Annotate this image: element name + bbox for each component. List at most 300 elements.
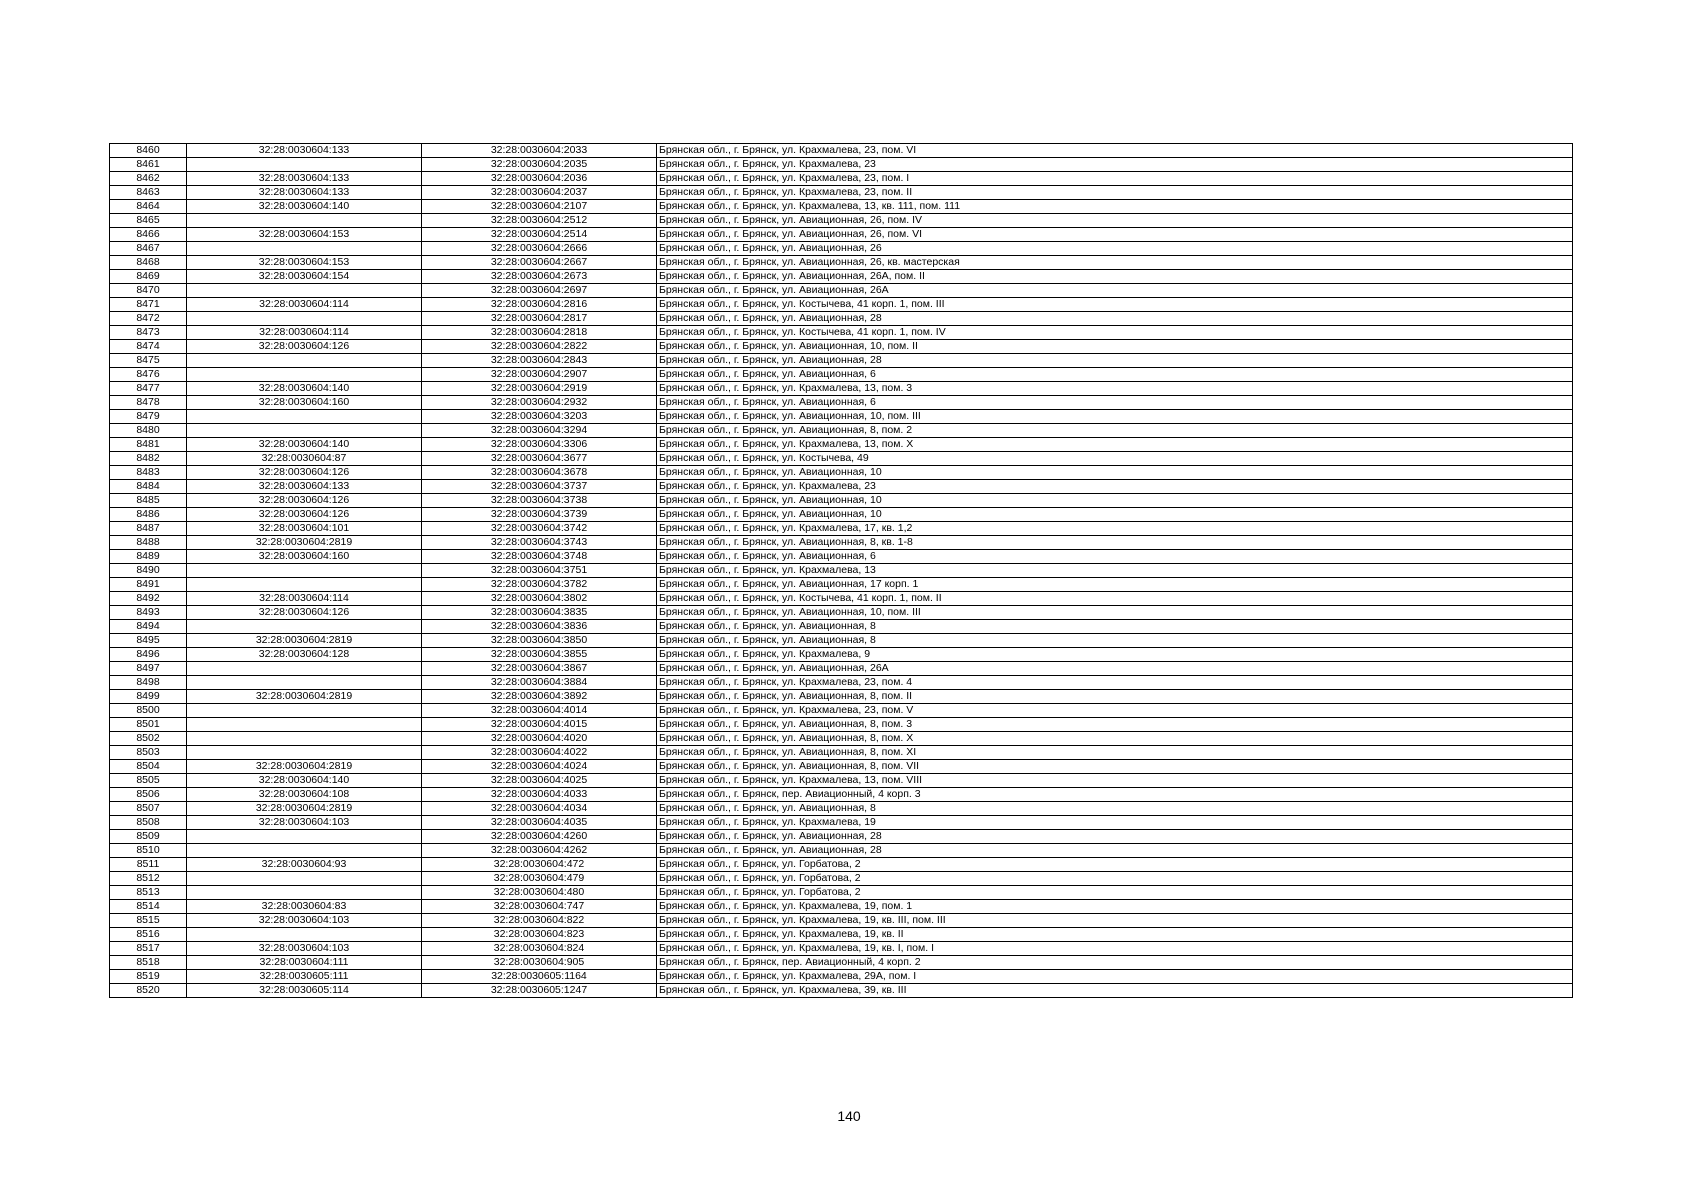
parcel-number-cell — [187, 704, 422, 718]
object-number-cell: 32:28:0030604:3802 — [422, 592, 657, 606]
object-number-cell: 32:28:0030604:4035 — [422, 816, 657, 830]
table-row — [110, 158, 1573, 172]
table-row — [110, 592, 1573, 606]
table-row — [110, 802, 1573, 816]
table-row — [110, 522, 1573, 536]
parcel-number-cell — [187, 620, 422, 634]
parcel-number-cell — [187, 676, 422, 690]
address-cell: Брянская обл., г. Брянск, ул. Авиационная, 26, кв. мастерская — [657, 256, 1573, 270]
object-number-cell: 32:28:0030604:4020 — [422, 732, 657, 746]
parcel-number-cell — [187, 158, 422, 172]
address-cell: Брянская обл., г. Брянск, ул. Крахмалева, 29А, пом. I — [657, 970, 1573, 984]
address-cell: Брянская обл., г. Брянск, ул. Авиационная, 10 — [657, 466, 1573, 480]
row-number-cell: 8487 — [110, 522, 187, 536]
table-row — [110, 746, 1573, 760]
row-number-cell: 8465 — [110, 214, 187, 228]
address-cell: Брянская обл., г. Брянск, ул. Крахмалева, 39, кв. III — [657, 984, 1573, 998]
table-row — [110, 578, 1573, 592]
address-cell: Брянская обл., г. Брянск, ул. Крахмалева, 13, кв. 111, пом. 111 — [657, 200, 1573, 214]
address-cell: Брянская обл., г. Брянск, ул. Крахмалева, 23, пом. I — [657, 172, 1573, 186]
object-number-cell: 32:28:0030604:3748 — [422, 550, 657, 564]
table-row — [110, 928, 1573, 942]
object-number-cell: 32:28:0030604:2697 — [422, 284, 657, 298]
row-number-cell: 8509 — [110, 830, 187, 844]
table-row — [110, 382, 1573, 396]
table-row — [110, 172, 1573, 186]
table-row — [110, 872, 1573, 886]
table-row — [110, 480, 1573, 494]
object-number-cell: 32:28:0030604:2843 — [422, 354, 657, 368]
table-row — [110, 662, 1573, 676]
page-number: 140 — [837, 1108, 861, 1124]
table-row — [110, 760, 1573, 774]
parcel-number-cell: 32:28:0030604:128 — [187, 648, 422, 662]
table-row — [110, 830, 1573, 844]
address-cell: Брянская обл., г. Брянск, ул. Крахмалева, 19, пом. 1 — [657, 900, 1573, 914]
address-cell: Брянская обл., г. Брянск, ул. Крахмалева, 13, пом. VIII — [657, 774, 1573, 788]
object-number-cell: 32:28:0030604:4024 — [422, 760, 657, 774]
parcel-number-cell: 32:28:0030604:140 — [187, 774, 422, 788]
object-number-cell: 32:28:0030604:3306 — [422, 438, 657, 452]
parcel-number-cell: 32:28:0030605:111 — [187, 970, 422, 984]
parcel-number-cell: 32:28:0030604:87 — [187, 452, 422, 466]
table-row — [110, 676, 1573, 690]
address-cell: Брянская обл., г. Брянск, ул. Авиационная, 6 — [657, 368, 1573, 382]
address-cell: Брянская обл., г. Брянск, ул. Авиационная, 28 — [657, 830, 1573, 844]
parcel-number-cell: 32:28:0030604:2819 — [187, 802, 422, 816]
row-number-cell: 8476 — [110, 368, 187, 382]
parcel-number-cell — [187, 424, 422, 438]
row-number-cell: 8482 — [110, 452, 187, 466]
row-number-cell: 8464 — [110, 200, 187, 214]
object-number-cell: 32:28:0030604:3738 — [422, 494, 657, 508]
row-number-cell: 8517 — [110, 942, 187, 956]
table-row — [110, 298, 1573, 312]
object-number-cell: 32:28:0030604:747 — [422, 900, 657, 914]
object-number-cell: 32:28:0030604:4025 — [422, 774, 657, 788]
table-row — [110, 634, 1573, 648]
object-number-cell: 32:28:0030604:2033 — [422, 144, 657, 158]
address-cell: Брянская обл., г. Брянск, ул. Костычева, 41 корп. 1, пом. III — [657, 298, 1573, 312]
parcel-number-cell: 32:28:0030604:154 — [187, 270, 422, 284]
row-number-cell: 8485 — [110, 494, 187, 508]
row-number-cell: 8467 — [110, 242, 187, 256]
row-number-cell: 8510 — [110, 844, 187, 858]
row-number-cell: 8488 — [110, 536, 187, 550]
parcel-number-cell: 32:28:0030604:160 — [187, 396, 422, 410]
row-number-cell: 8503 — [110, 746, 187, 760]
table-row — [110, 242, 1573, 256]
address-cell: Брянская обл., г. Брянск, ул. Крахмалева, 19, кв. I, пом. I — [657, 942, 1573, 956]
row-number-cell: 8466 — [110, 228, 187, 242]
object-number-cell: 32:28:0030604:479 — [422, 872, 657, 886]
parcel-number-cell: 32:28:0030604:2819 — [187, 760, 422, 774]
table-row — [110, 466, 1573, 480]
table-row — [110, 186, 1573, 200]
object-number-cell: 32:28:0030604:3751 — [422, 564, 657, 578]
table-row — [110, 844, 1573, 858]
row-number-cell: 8490 — [110, 564, 187, 578]
table-row — [110, 396, 1573, 410]
parcel-number-cell — [187, 354, 422, 368]
address-cell: Брянская обл., г. Брянск, ул. Авиационная, 8, пом. VII — [657, 760, 1573, 774]
table-row — [110, 914, 1573, 928]
parcel-number-cell: 32:28:0030604:103 — [187, 816, 422, 830]
parcel-number-cell — [187, 872, 422, 886]
table-row — [110, 690, 1573, 704]
address-cell: Брянская обл., г. Брянск, ул. Авиационная, 28 — [657, 844, 1573, 858]
row-number-cell: 8514 — [110, 900, 187, 914]
address-cell: Брянская обл., г. Брянск, ул. Авиационная, 26А — [657, 662, 1573, 676]
parcel-number-cell: 32:28:0030604:108 — [187, 788, 422, 802]
parcel-number-cell — [187, 368, 422, 382]
table-row — [110, 452, 1573, 466]
table-row — [110, 620, 1573, 634]
address-cell: Брянская обл., г. Брянск, ул. Авиационная, 26А, пом. II — [657, 270, 1573, 284]
row-number-cell: 8497 — [110, 662, 187, 676]
object-number-cell: 32:28:0030604:4033 — [422, 788, 657, 802]
parcel-number-cell — [187, 928, 422, 942]
object-number-cell: 32:28:0030604:822 — [422, 914, 657, 928]
table-row — [110, 200, 1573, 214]
address-cell: Брянская обл., г. Брянск, ул. Авиационная, 10, пом. III — [657, 606, 1573, 620]
address-cell: Брянская обл., г. Брянск, ул. Костычева, 49 — [657, 452, 1573, 466]
address-cell: Брянская обл., г. Брянск, ул. Крахмалева, 13, пом. X — [657, 438, 1573, 452]
object-number-cell: 32:28:0030604:2666 — [422, 242, 657, 256]
address-cell: Брянская обл., г. Брянск, ул. Авиационная, 8, пом. II — [657, 690, 1573, 704]
address-cell: Брянская обл., г. Брянск, ул. Авиационная, 17 корп. 1 — [657, 578, 1573, 592]
address-cell: Брянская обл., г. Брянск, ул. Крахмалева, 19, кв. III, пом. III — [657, 914, 1573, 928]
table-row — [110, 284, 1573, 298]
parcel-number-cell: 32:28:0030604:140 — [187, 200, 422, 214]
row-number-cell: 8460 — [110, 144, 187, 158]
table-row — [110, 550, 1573, 564]
object-number-cell: 32:28:0030604:3294 — [422, 424, 657, 438]
parcel-number-cell: 32:28:0030604:153 — [187, 228, 422, 242]
row-number-cell: 8494 — [110, 620, 187, 634]
address-cell: Брянская обл., г. Брянск, ул. Крахмалева, 19 — [657, 816, 1573, 830]
parcel-number-cell: 32:28:0030604:126 — [187, 494, 422, 508]
object-number-cell: 32:28:0030604:824 — [422, 942, 657, 956]
address-cell: Брянская обл., г. Брянск, ул. Крахмалева, 19, кв. II — [657, 928, 1573, 942]
row-number-cell: 8463 — [110, 186, 187, 200]
table-row — [110, 942, 1573, 956]
row-number-cell: 8495 — [110, 634, 187, 648]
table-row — [110, 970, 1573, 984]
address-cell: Брянская обл., г. Брянск, ул. Авиационная, 26 — [657, 242, 1573, 256]
address-cell: Брянская обл., г. Брянск, ул. Авиационная, 8, пом. XI — [657, 746, 1573, 760]
address-cell: Брянская обл., г. Брянск, ул. Авиационная, 10, пом. II — [657, 340, 1573, 354]
object-number-cell: 32:28:0030604:3782 — [422, 578, 657, 592]
object-number-cell: 32:28:0030604:3835 — [422, 606, 657, 620]
row-number-cell: 8498 — [110, 676, 187, 690]
row-number-cell: 8479 — [110, 410, 187, 424]
object-number-cell: 32:28:0030604:472 — [422, 858, 657, 872]
parcel-number-cell: 32:28:0030604:93 — [187, 858, 422, 872]
object-number-cell: 32:28:0030604:2512 — [422, 214, 657, 228]
table-row — [110, 508, 1573, 522]
row-number-cell: 8471 — [110, 298, 187, 312]
address-cell: Брянская обл., г. Брянск, ул. Авиационная, 26, пом. VI — [657, 228, 1573, 242]
row-number-cell: 8499 — [110, 690, 187, 704]
address-cell: Брянская обл., г. Брянск, ул. Крахмалева, 23, пом. 4 — [657, 676, 1573, 690]
table-row — [110, 340, 1573, 354]
object-number-cell: 32:28:0030604:4260 — [422, 830, 657, 844]
address-cell: Брянская обл., г. Брянск, ул. Крахмалева, 23, пом. V — [657, 704, 1573, 718]
parcel-number-cell: 32:28:0030604:83 — [187, 900, 422, 914]
parcel-number-cell — [187, 662, 422, 676]
row-number-cell: 8491 — [110, 578, 187, 592]
row-number-cell: 8480 — [110, 424, 187, 438]
object-number-cell: 32:28:0030604:2673 — [422, 270, 657, 284]
address-cell: Брянская обл., г. Брянск, ул. Авиационная, 26, пом. IV — [657, 214, 1573, 228]
object-number-cell: 32:28:0030604:2037 — [422, 186, 657, 200]
parcel-number-cell: 32:28:0030604:133 — [187, 172, 422, 186]
row-number-cell: 8475 — [110, 354, 187, 368]
address-cell: Брянская обл., г. Брянск, ул. Крахмалева, 23 — [657, 158, 1573, 172]
object-number-cell: 32:28:0030604:823 — [422, 928, 657, 942]
row-number-cell: 8481 — [110, 438, 187, 452]
table-row — [110, 228, 1573, 242]
parcel-number-cell — [187, 410, 422, 424]
parcel-number-cell: 32:28:0030604:101 — [187, 522, 422, 536]
row-number-cell: 8500 — [110, 704, 187, 718]
parcel-number-cell: 32:28:0030604:103 — [187, 942, 422, 956]
parcel-number-cell — [187, 564, 422, 578]
object-number-cell: 32:28:0030604:3678 — [422, 466, 657, 480]
address-cell: Брянская обл., г. Брянск, пер. Авиационный, 4 корп. 2 — [657, 956, 1573, 970]
table-row — [110, 256, 1573, 270]
object-number-cell: 32:28:0030604:2514 — [422, 228, 657, 242]
table-row — [110, 788, 1573, 802]
row-number-cell: 8508 — [110, 816, 187, 830]
row-number-cell: 8478 — [110, 396, 187, 410]
object-number-cell: 32:28:0030604:2817 — [422, 312, 657, 326]
row-number-cell: 8520 — [110, 984, 187, 998]
parcel-number-cell: 32:28:0030604:114 — [187, 298, 422, 312]
parcel-number-cell: 32:28:0030604:133 — [187, 480, 422, 494]
address-cell: Брянская обл., г. Брянск, ул. Горбатова, 2 — [657, 858, 1573, 872]
parcel-number-cell — [187, 312, 422, 326]
row-number-cell: 8513 — [110, 886, 187, 900]
table-row — [110, 326, 1573, 340]
object-number-cell: 32:28:0030604:2107 — [422, 200, 657, 214]
table-row — [110, 312, 1573, 326]
object-number-cell: 32:28:0030604:2907 — [422, 368, 657, 382]
address-cell: Брянская обл., г. Брянск, ул. Горбатова, 2 — [657, 886, 1573, 900]
table-row — [110, 424, 1573, 438]
object-number-cell: 32:28:0030604:4014 — [422, 704, 657, 718]
parcel-number-cell — [187, 242, 422, 256]
row-number-cell: 8489 — [110, 550, 187, 564]
row-number-cell: 8469 — [110, 270, 187, 284]
table-row — [110, 438, 1573, 452]
address-cell: Брянская обл., г. Брянск, ул. Костычева, 41 корп. 1, пом. IV — [657, 326, 1573, 340]
row-number-cell: 8512 — [110, 872, 187, 886]
address-cell: Брянская обл., г. Брянск, ул. Авиационная, 28 — [657, 354, 1573, 368]
row-number-cell: 8483 — [110, 466, 187, 480]
address-cell: Брянская обл., г. Брянск, ул. Крахмалева, 13 — [657, 564, 1573, 578]
table-row — [110, 144, 1573, 158]
address-cell: Брянская обл., г. Брянск, ул. Авиационная, 8, пом. 3 — [657, 718, 1573, 732]
parcel-number-cell: 32:28:0030604:133 — [187, 186, 422, 200]
table-row — [110, 536, 1573, 550]
row-number-cell: 8492 — [110, 592, 187, 606]
row-number-cell: 8507 — [110, 802, 187, 816]
table-row — [110, 606, 1573, 620]
row-number-cell: 8473 — [110, 326, 187, 340]
table-row — [110, 410, 1573, 424]
address-cell: Брянская обл., г. Брянск, ул. Авиационная, 10 — [657, 508, 1573, 522]
object-number-cell: 32:28:0030605:1247 — [422, 984, 657, 998]
address-cell: Брянская обл., г. Брянск, ул. Горбатова, 2 — [657, 872, 1573, 886]
table-row — [110, 984, 1573, 998]
object-number-cell: 32:28:0030604:3892 — [422, 690, 657, 704]
object-number-cell: 32:28:0030604:4262 — [422, 844, 657, 858]
row-number-cell: 8518 — [110, 956, 187, 970]
address-cell: Брянская обл., г. Брянск, ул. Авиационная, 26А — [657, 284, 1573, 298]
table-row — [110, 718, 1573, 732]
parcel-number-cell — [187, 732, 422, 746]
object-number-cell: 32:28:0030604:2919 — [422, 382, 657, 396]
address-cell: Брянская обл., г. Брянск, ул. Крахмалева, 13, пом. 3 — [657, 382, 1573, 396]
row-number-cell: 8474 — [110, 340, 187, 354]
object-number-cell: 32:28:0030604:2932 — [422, 396, 657, 410]
object-number-cell: 32:28:0030604:3203 — [422, 410, 657, 424]
row-number-cell: 8506 — [110, 788, 187, 802]
parcel-number-cell: 32:28:0030604:2819 — [187, 634, 422, 648]
address-cell: Брянская обл., г. Брянск, ул. Крахмалева, 23, пом. VI — [657, 144, 1573, 158]
parcel-number-cell: 32:28:0030604:153 — [187, 256, 422, 270]
object-number-cell: 32:28:0030604:2816 — [422, 298, 657, 312]
row-number-cell: 8515 — [110, 914, 187, 928]
table-row — [110, 774, 1573, 788]
registry-table-body — [110, 144, 1573, 998]
parcel-number-cell — [187, 718, 422, 732]
object-number-cell: 32:28:0030604:3743 — [422, 536, 657, 550]
row-number-cell: 8484 — [110, 480, 187, 494]
row-number-cell: 8493 — [110, 606, 187, 620]
row-number-cell: 8468 — [110, 256, 187, 270]
address-cell: Брянская обл., г. Брянск, пер. Авиационный, 4 корп. 3 — [657, 788, 1573, 802]
row-number-cell: 8470 — [110, 284, 187, 298]
object-number-cell: 32:28:0030604:480 — [422, 886, 657, 900]
object-number-cell: 32:28:0030604:2818 — [422, 326, 657, 340]
registry-table — [109, 143, 1573, 998]
row-number-cell: 8516 — [110, 928, 187, 942]
table-row — [110, 732, 1573, 746]
parcel-number-cell — [187, 746, 422, 760]
object-number-cell: 32:28:0030604:3867 — [422, 662, 657, 676]
row-number-cell: 8519 — [110, 970, 187, 984]
row-number-cell: 8461 — [110, 158, 187, 172]
row-number-cell: 8496 — [110, 648, 187, 662]
address-cell: Брянская обл., г. Брянск, ул. Авиационная, 8 — [657, 634, 1573, 648]
object-number-cell: 32:28:0030604:4015 — [422, 718, 657, 732]
table-row — [110, 816, 1573, 830]
table-row — [110, 494, 1573, 508]
row-number-cell: 8486 — [110, 508, 187, 522]
address-cell: Брянская обл., г. Брянск, ул. Авиационная, 8 — [657, 620, 1573, 634]
object-number-cell: 32:28:0030604:3855 — [422, 648, 657, 662]
table-row — [110, 704, 1573, 718]
row-number-cell: 8502 — [110, 732, 187, 746]
parcel-number-cell: 32:28:0030604:103 — [187, 914, 422, 928]
row-number-cell: 8472 — [110, 312, 187, 326]
parcel-number-cell: 32:28:0030604:126 — [187, 340, 422, 354]
row-number-cell: 8462 — [110, 172, 187, 186]
address-cell: Брянская обл., г. Брянск, ул. Авиационная, 6 — [657, 550, 1573, 564]
address-cell: Брянская обл., г. Брянск, ул. Авиационная, 10 — [657, 494, 1573, 508]
table-row — [110, 270, 1573, 284]
parcel-number-cell: 32:28:0030604:111 — [187, 956, 422, 970]
row-number-cell: 8511 — [110, 858, 187, 872]
table-row — [110, 858, 1573, 872]
object-number-cell: 32:28:0030604:4034 — [422, 802, 657, 816]
table-row — [110, 886, 1573, 900]
address-cell: Брянская обл., г. Брянск, ул. Авиационная, 6 — [657, 396, 1573, 410]
object-number-cell: 32:28:0030604:2035 — [422, 158, 657, 172]
row-number-cell: 8477 — [110, 382, 187, 396]
parcel-number-cell: 32:28:0030604:126 — [187, 508, 422, 522]
address-cell: Брянская обл., г. Брянск, ул. Крахмалева, 17, кв. 1,2 — [657, 522, 1573, 536]
object-number-cell: 32:28:0030604:3739 — [422, 508, 657, 522]
parcel-number-cell: 32:28:0030604:126 — [187, 606, 422, 620]
table-row — [110, 648, 1573, 662]
object-number-cell: 32:28:0030604:2036 — [422, 172, 657, 186]
parcel-number-cell — [187, 844, 422, 858]
parcel-number-cell: 32:28:0030604:114 — [187, 592, 422, 606]
object-number-cell: 32:28:0030605:1164 — [422, 970, 657, 984]
object-number-cell: 32:28:0030604:3737 — [422, 480, 657, 494]
parcel-number-cell: 32:28:0030605:114 — [187, 984, 422, 998]
parcel-number-cell: 32:28:0030604:140 — [187, 382, 422, 396]
address-cell: Брянская обл., г. Брянск, ул. Авиационная, 8, кв. 1-8 — [657, 536, 1573, 550]
object-number-cell: 32:28:0030604:3742 — [422, 522, 657, 536]
address-cell: Брянская обл., г. Брянск, ул. Крахмалева, 23, пом. II — [657, 186, 1573, 200]
parcel-number-cell: 32:28:0030604:160 — [187, 550, 422, 564]
address-cell: Брянская обл., г. Брянск, ул. Авиационная, 28 — [657, 312, 1573, 326]
parcel-number-cell: 32:28:0030604:114 — [187, 326, 422, 340]
parcel-number-cell: 32:28:0030604:2819 — [187, 536, 422, 550]
address-cell: Брянская обл., г. Брянск, ул. Авиационная, 8, пом. X — [657, 732, 1573, 746]
table-row — [110, 956, 1573, 970]
address-cell: Брянская обл., г. Брянск, ул. Авиационная, 8 — [657, 802, 1573, 816]
object-number-cell: 32:28:0030604:3677 — [422, 452, 657, 466]
object-number-cell: 32:28:0030604:2822 — [422, 340, 657, 354]
table-row — [110, 214, 1573, 228]
object-number-cell: 32:28:0030604:3884 — [422, 676, 657, 690]
parcel-number-cell — [187, 830, 422, 844]
row-number-cell: 8505 — [110, 774, 187, 788]
parcel-number-cell: 32:28:0030604:133 — [187, 144, 422, 158]
parcel-number-cell: 32:28:0030604:140 — [187, 438, 422, 452]
parcel-number-cell — [187, 214, 422, 228]
parcel-number-cell: 32:28:0030604:2819 — [187, 690, 422, 704]
address-cell: Брянская обл., г. Брянск, ул. Крахмалева, 9 — [657, 648, 1573, 662]
table-row — [110, 564, 1573, 578]
object-number-cell: 32:28:0030604:2667 — [422, 256, 657, 270]
parcel-number-cell — [187, 578, 422, 592]
address-cell: Брянская обл., г. Брянск, ул. Костычева, 41 корп. 1, пом. II — [657, 592, 1573, 606]
parcel-number-cell — [187, 284, 422, 298]
table-row — [110, 368, 1573, 382]
address-cell: Брянская обл., г. Брянск, ул. Авиационная, 10, пом. III — [657, 410, 1573, 424]
address-cell: Брянская обл., г. Брянск, ул. Авиационная, 8, пом. 2 — [657, 424, 1573, 438]
table-row — [110, 900, 1573, 914]
parcel-number-cell: 32:28:0030604:126 — [187, 466, 422, 480]
object-number-cell: 32:28:0030604:905 — [422, 956, 657, 970]
